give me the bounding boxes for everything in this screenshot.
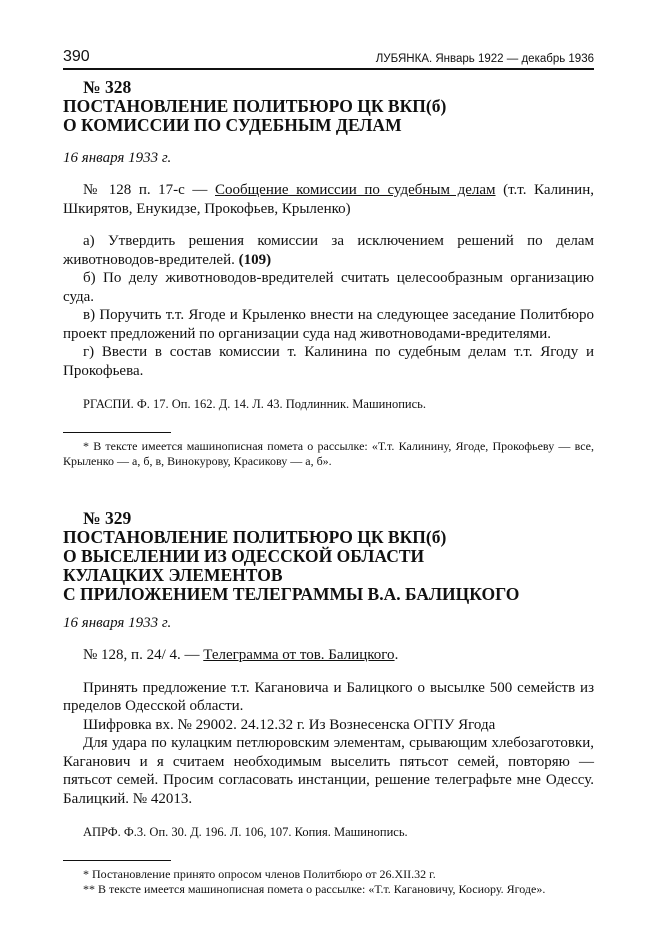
running-title: ЛУБЯНКА. Январь 1922 — декабрь 1936 bbox=[375, 53, 594, 65]
footnote: * Постановление принято опросом членов Политбюро от 26.XII.32 г. bbox=[83, 867, 436, 881]
document-328 bbox=[63, 78, 594, 469]
title-line: КУЛАЦКИХ ЭЛЕМЕНТОВ bbox=[63, 565, 283, 585]
reference-suffix: . bbox=[394, 647, 399, 663]
title-line: О КОМИССИИ ПО СУДЕБНЫМ ДЕЛАМ bbox=[63, 115, 402, 135]
document-number: № 329 bbox=[83, 508, 132, 528]
archive-reference: РГАСПИ. Ф. 17. Оп. 162. Д. 14. Л. 43. Подлинник. Машинопись. bbox=[83, 397, 426, 411]
footnote: * В тексте имеется машинописная помета о рассылке: «Т.т. Калинину, Ягоде, Прокофьеву — все, Крыленко — а, б, в, Винокурову, Красикову — а, б». bbox=[63, 439, 594, 468]
resolution-item-d: г) Ввести в состав комиссии т. Калинина по судебным делам т.т. Ягоду и Прокофьева. bbox=[63, 344, 594, 379]
document-title bbox=[63, 97, 594, 135]
footnote-divider bbox=[63, 432, 171, 433]
resolution-item-b: б) По делу животноводов-вредителей считать целесообразным организацию суда. bbox=[63, 270, 594, 305]
page-number: 390 bbox=[63, 48, 90, 65]
book-page bbox=[63, 44, 594, 897]
reference-suffix: (т.т. Калинин, Шкирятов, Енукидзе, Прокофьев, Крыленко) bbox=[63, 182, 594, 217]
endnote-marker: (109) bbox=[238, 251, 272, 268]
reference-prefix: № 128 п. 17-с — bbox=[83, 182, 215, 198]
document-title bbox=[63, 528, 594, 604]
title-line: ПОСТАНОВЛЕНИЕ ПОЛИТБЮРО ЦК ВКП(б) bbox=[63, 527, 447, 547]
running-head bbox=[63, 44, 594, 70]
document-329 bbox=[63, 509, 594, 897]
telegram-text: Для удара по кулацким петлюровским элементам, срывающим хлебозаготовки, Каганович и я считаем необходимым выселить пятьсот семей, повторяю — пятьсот семей. Просим согласовать инстанции, решение телеграфьте мне Одессу. Балицкий. № 42013. bbox=[63, 735, 594, 807]
title-line: ПОСТАНОВЛЕНИЕ ПОЛИТБЮРО ЦК ВКП(б) bbox=[63, 96, 447, 116]
title-line: С ПРИЛОЖЕНИЕМ ТЕЛЕГРАММЫ В.А. БАЛИЦКОГО bbox=[63, 584, 520, 604]
footnote: ** В тексте имеется машинописная помета о рассылке: «Т.т. Кагановичу, Косиору. Ягоде». bbox=[83, 882, 546, 896]
item-text: а) Утвердить решения комиссии за исключением решений по делам животноводов-вредителей. bbox=[63, 233, 594, 268]
resolution-item-a bbox=[63, 232, 594, 269]
footnote-divider bbox=[63, 860, 171, 861]
reference-subject: Телеграмма от тов. Балицкого bbox=[203, 647, 395, 663]
protocol-reference bbox=[63, 181, 594, 218]
reference-prefix: № 128, п. 24/ 4. — bbox=[83, 647, 204, 663]
document-date: 16 января 1933 г. bbox=[63, 615, 172, 631]
title-line: О ВЫСЕЛЕНИИ ИЗ ОДЕССКОЙ ОБЛАСТИ bbox=[63, 546, 425, 566]
resolution-item-c: в) Поручить т.т. Ягоде и Крыленко внести на следующее заседание Политбюро проект предложений по организации суда над животноводами-вредителями. bbox=[63, 307, 594, 342]
archive-reference: АПРФ. Ф.3. Оп. 30. Д. 196. Л. 106, 107. Копия. Машинопись. bbox=[83, 825, 408, 839]
document-number: № 328 bbox=[83, 77, 132, 97]
cipher-heading: Шифровка вх. № 29002. 24.12.32 г. Из Вознесенска ОГПУ Ягода bbox=[83, 716, 496, 733]
reference-subject: Сообщение комиссии по судебным делам bbox=[215, 182, 496, 198]
document-date: 16 января 1933 г. bbox=[63, 150, 172, 166]
resolution-paragraph: Принять предложение т.т. Кагановича и Балицкого о высылке 500 семейств из пределов Одесской области. bbox=[63, 679, 594, 714]
protocol-reference bbox=[63, 646, 594, 665]
